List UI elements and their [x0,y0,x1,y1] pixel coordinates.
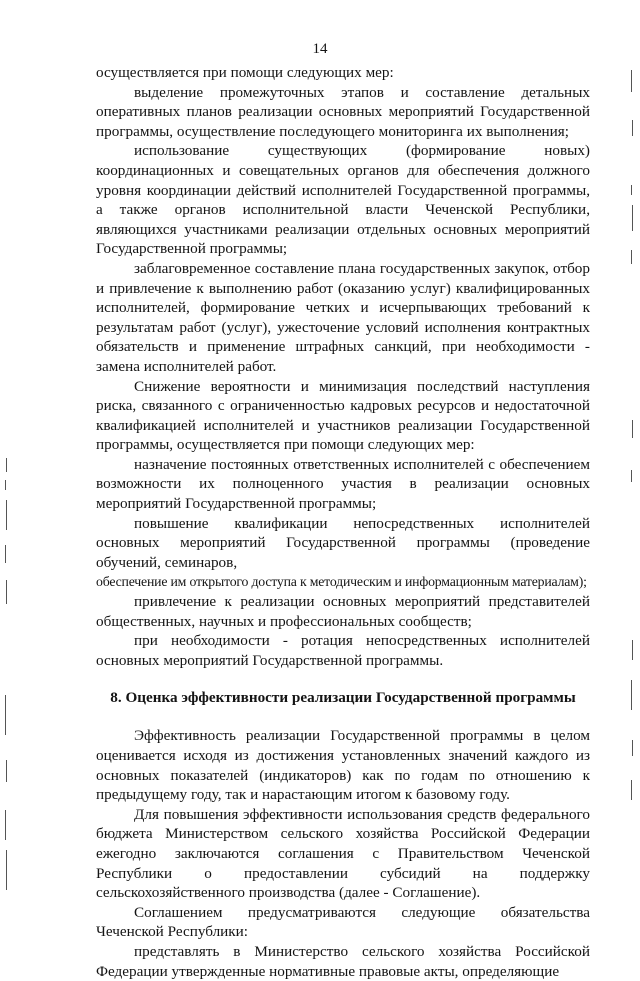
paragraph: заблаговременное составление плана государственных закупок, отбор и привлечение к выполнению работ (оказанию услуг) квалифицированных исполнителей, формирование четких и исчерпывающих требований к результатам работ (услуг), ужесточение условий исполнения контрактных обязательств и применение штрафных санкций, при необходимости - замена исполнителей работ. [96,259,590,375]
paragraph: Для повышения эффективности использования средств федерального бюджета Министерством сельского хозяйства Российской Федерации ежегодно заключаются соглашения с Правительством Чеченской Республики о предоставлении субсидий на поддержку сельскохозяйственного производства (далее - Соглашение). [96,805,590,902]
paragraph: представлять в Министерство сельского хозяйства Российской Федерации утвержденные нормативные правовые акты, определяющие [96,942,590,980]
document-body [96,63,590,981]
paragraph: Эффективность реализации Государственной программы в целом оценивается исходя из достижения установленных значений каждого из основных показателей (индикаторов) как по годам по отношению к предыдущему году, так и нарастающим итогом к базовому году. [96,727,590,804]
paragraph: повышение квалификации непосредственных исполнителей основных мероприятий Государственной программы (проведение обучений, семинаров, [96,514,590,571]
paragraph: использование существующих (формирование новых) координационных и совещательных органов для обеспечения должного уровня координации действий исполнителей Государственной программы, а также органов исполнительной власти Чеченской Республики, являющихся участниками реализации отдельных основных мероприятий Государственной программы; [96,142,590,258]
paragraph: привлечение к реализации основных мероприятий представителей общественных, научных и профессиональных сообществ; [96,593,590,630]
scan-edge-left [0,0,14,905]
paragraph: Снижение вероятности и минимизация последствий наступления риска, связанного с ограниченностью кадровых ресурсов и недостаточной квалификацией исполнителей и участников реализации Государственной программы, осуществляется при помощи следующих мер: [96,377,590,454]
paragraph: выделение промежуточных этапов и составление детальных оперативных планов реализации основных мероприятий Государственной программы, осуществление последующего мониторинга их выполнения; [96,83,590,140]
paragraphs-top [96,63,590,670]
paragraph: обеспечение им открытого доступа к методическим и информационным материалам); [96,574,587,590]
scan-edge-right [626,0,640,905]
section-heading: 8. Оценка эффективности реализации Государственной программы [110,689,576,707]
paragraph: назначение постоянных ответственных исполнителей с обеспечением возможности их полноценного участия в реализации основных мероприятий Государственной программы; [96,455,590,513]
paragraph: Соглашением предусматриваются следующие обязательства Чеченской Республики: [96,903,590,941]
paragraphs-bottom [96,726,590,981]
paragraph: осуществляется при помощи следующих мер: [96,64,394,81]
page-number: 14 [312,41,328,57]
paragraph: при необходимости - ротация непосредственных исполнителей основных мероприятий Государственной программы. [96,632,590,669]
